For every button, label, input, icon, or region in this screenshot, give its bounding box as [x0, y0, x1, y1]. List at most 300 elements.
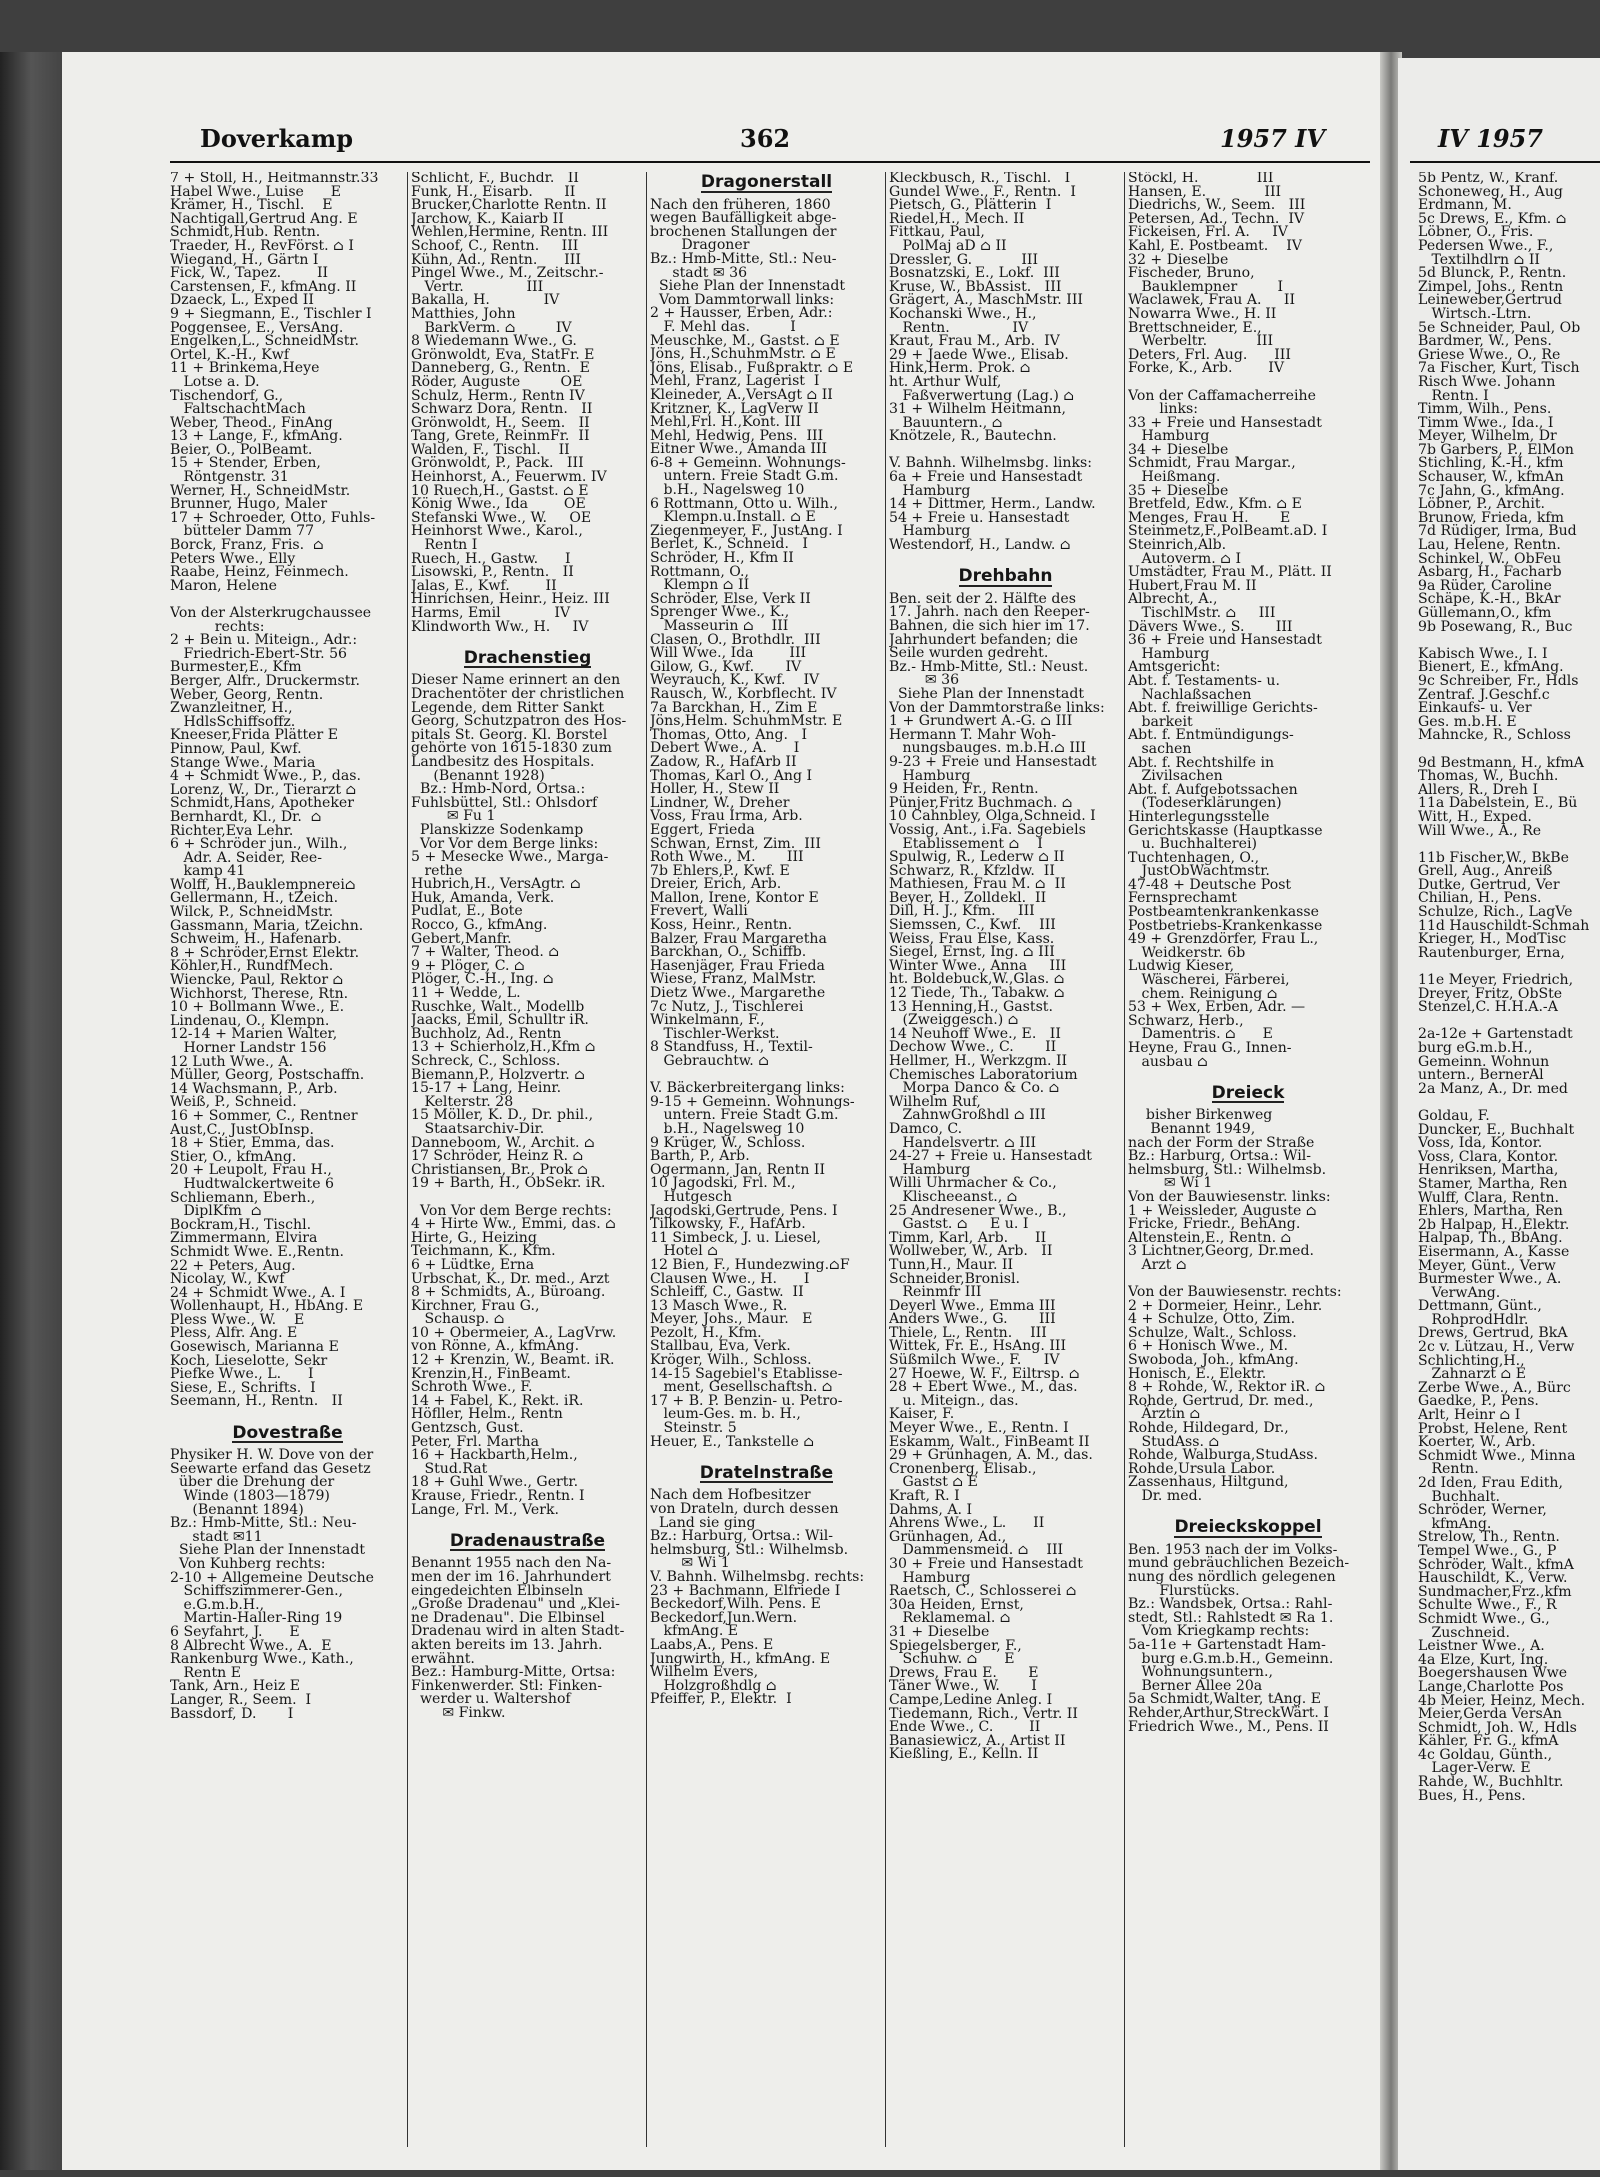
directory-line: Wulff, Clara, Rentn. [1418, 1189, 1560, 1206]
directory-line: bisher Birkenweg [1128, 1107, 1273, 1124]
directory-line: Probst, Helene, Rent [1418, 1420, 1568, 1437]
directory-line: Von der Bauwiesenstr. links: [1128, 1188, 1331, 1205]
directory-line: Jungwirth, H., kfmAng. E [650, 1650, 831, 1667]
directory-line: Gemeinn. Wohnun [1418, 1053, 1550, 1070]
directory-line: Dutke, Gertrud, Ver [1418, 876, 1560, 893]
directory-line: Kleckbusch, R., Tischl. I [889, 172, 1071, 186]
directory-column-6 [1418, 172, 1600, 2152]
directory-line: 12 Bien, F., Hundezwing.⌂F [650, 1256, 850, 1273]
directory-line: 2 + Dormeier, Heinr., Lehr. [1128, 1297, 1323, 1314]
directory-line: Berger, Alfr., Druckermstr. [170, 672, 361, 689]
directory-line: 4b Meier, Heinz, Mech. [1418, 1692, 1586, 1709]
directory-line: Röntgenstr. 31 [170, 469, 289, 486]
directory-line: Stefanski Wwe., W. OE [411, 509, 592, 526]
directory-line: Siehe Plan der Innenstadt [650, 278, 846, 295]
directory-line: 2-10 + Allgemeine Deutsche [170, 1569, 375, 1586]
directory-line: 17 + B. P. Benzin- u. Petro- [650, 1392, 843, 1409]
directory-line: Weidkerstr. 6b [1128, 944, 1246, 961]
directory-line: Meyer, Günt., Verw [1418, 1257, 1556, 1274]
directory-line: Kneeser,Frida Plätter E [170, 727, 339, 744]
directory-line: Bosnatzski, E., Lokf. III [889, 265, 1060, 282]
directory-line: Bz.- Hmb-Mitte, Stl.: Neust. [889, 658, 1089, 675]
directory-line: Kochanski Wwe., H., [889, 305, 1037, 322]
directory-line: Erdmann, M. [1418, 197, 1512, 214]
directory-line: untern. Freie Stadt G.m. [650, 1107, 839, 1124]
directory-line: Gilow, G., Kwf. IV [650, 658, 802, 675]
directory-line: Schulze, Rich., LagVe [1418, 904, 1573, 921]
directory-line: Gosewisch, Marianna E [170, 1339, 339, 1356]
street-name: Dreieckskoppel [1174, 1517, 1322, 1538]
directory-line: Siehe Plan der Innenstadt [170, 1542, 366, 1559]
directory-line: Mehl, Franz, Lagerist I [650, 373, 820, 390]
directory-line: Jalas, E., Kwf. II [411, 577, 557, 594]
directory-line: Nach dem Hofbesitzer [650, 1487, 811, 1504]
directory-line: Dammensmeid. ⌂ III [889, 1542, 1064, 1559]
directory-line: (Benannt 1894) [170, 1501, 304, 1518]
directory-line: Bz.: Hmb-Nord, Ortsa.: [411, 781, 586, 798]
directory-line: Stud.Rat [411, 1460, 488, 1477]
directory-line: 54 + Freie u. Hansestadt [889, 509, 1070, 526]
directory-line: 6a + Freie und Hansestadt [889, 469, 1083, 486]
directory-line: Jöns, Elisab., Fußpraktr. ⌂ E [650, 359, 854, 376]
directory-line: Witt, H., Exped. [1418, 808, 1532, 825]
directory-line: Bues, H., Pens. [1418, 1787, 1526, 1804]
directory-line: Krause, Friedr., Rentn. I [411, 1488, 585, 1504]
directory-line: Burmester Wwe., A. [1418, 1271, 1562, 1288]
directory-line: Berner Allee 20a [1128, 1677, 1263, 1694]
directory-line: Kelterstr. 28 [411, 1093, 514, 1110]
directory-line: PolMaj aD ⌂ II [889, 237, 1007, 254]
directory-line: 2 + Bein u. Miteign., Adr.: [170, 632, 358, 649]
directory-line: 7c Nutz, J., Tischlerei [650, 998, 804, 1015]
directory-line: Von Kuhberg rechts: [170, 1555, 326, 1572]
directory-line: Winkelmann, F., [650, 1012, 765, 1029]
directory-line: Leineweber,Gertrud [1418, 292, 1562, 309]
directory-line: Tischendorf, G., [170, 387, 284, 404]
directory-line: Ben. seit der 2. Hälfte des [889, 590, 1076, 607]
directory-line: Engelken,L., SchneidMstr. [170, 333, 360, 350]
directory-line: Täner Wwe., W. I [889, 1678, 1037, 1695]
directory-line: Wehlen,Hermine, Rentn. III [411, 224, 609, 241]
directory-line: burg e.G.m.b.H., Gemeinn. [1128, 1650, 1334, 1667]
directory-line: ausbau ⌂ [1128, 1053, 1208, 1070]
directory-line: Lange,Charlotte Pos [1418, 1678, 1564, 1695]
directory-line: pitals St. Georg. Kl. Borstel [411, 726, 608, 743]
directory-line: Wichhorst, Therese, Rtn. [170, 985, 349, 1002]
directory-line: 15 + Stender, Erben, [170, 455, 321, 472]
directory-line: 4 + Schulze, Otto, Zim. [1128, 1311, 1296, 1328]
directory-line: Willi Uhrmacher & Co., [889, 1175, 1057, 1192]
directory-line: Rocco, G., kfmAng. [411, 917, 548, 934]
directory-line: 33 + Freie und Hansestadt [1128, 414, 1322, 431]
directory-line: Menges, Frau H. E [1128, 509, 1291, 526]
blank-line [170, 1409, 405, 1423]
directory-line: Cronenberg, Elisab., [889, 1460, 1037, 1477]
directory-line: Winde (1803—1879) [170, 1488, 330, 1504]
directory-line: Fickeisen, Frl. A. IV [1128, 224, 1288, 241]
directory-line: Riedel,H., Mech. II [889, 210, 1025, 227]
directory-line: Meier,Gerda VersAn [1418, 1706, 1562, 1723]
directory-line: 29 + Jaede Wwe., Elisab. [889, 346, 1069, 363]
directory-line: StudAss. ⌂ [1128, 1433, 1220, 1450]
directory-line: Kruse, W., BbAssist. III [889, 278, 1062, 295]
directory-line: 36 + Freie und Hansestadt [1128, 632, 1322, 649]
directory-line: Grönwoldt, P., Pack. III [411, 455, 584, 472]
blank-line [411, 1517, 644, 1531]
directory-line: 12-14 + Marien Walter, [170, 1026, 338, 1043]
directory-line: Jöns, H.,SchuhmMstr. ⌂ E [650, 346, 836, 363]
directory-line: 4a Elze, Kurt, Ing. [1418, 1651, 1549, 1668]
directory-line: 18 + Stier, Emma, das. [170, 1135, 335, 1152]
directory-line: Schausp. ⌂ [411, 1311, 505, 1328]
directory-line: 31 + Wilhelm Heitmann, [889, 401, 1066, 418]
directory-line: 5a Schmidt,Walter, tAng. E [1128, 1691, 1322, 1708]
directory-line: Steinrich,Alb. [1128, 537, 1227, 554]
directory-line: über die Drehung der [170, 1474, 335, 1491]
page-title: Doverkamp [200, 124, 354, 153]
directory-line: Bakalla, H. IV [411, 292, 560, 309]
directory-line: Rankenburg Wwe., Kath., [170, 1651, 354, 1668]
directory-line: Seile wurden gedreht. [889, 645, 1049, 662]
directory-line: Finkenwerder. Stl: Finken- [411, 1677, 603, 1694]
directory-line: Wolff, H.,Bauklempnerei⌂ [170, 876, 356, 893]
blank-line [1128, 1504, 1368, 1518]
directory-line: Werbeltr. III [1128, 333, 1274, 350]
directory-line: Ogermann, Jan, Rentn II [650, 1161, 826, 1178]
directory-line: Tank, Arn., Heiz E [170, 1678, 301, 1695]
directory-line: Risch Wwe. Johann [1418, 373, 1556, 390]
directory-line: TischlMstr. ⌂ III [1128, 605, 1276, 621]
directory-line: 47-48 + Deutsche Post [1128, 876, 1292, 893]
directory-line: Spiegelsberger, F., [889, 1637, 1022, 1654]
directory-line: BarkVerm. ⌂ IV [411, 319, 572, 336]
directory-line: Gentzsch, Gust. [411, 1420, 524, 1437]
directory-line: Zimmermann, Elvira [170, 1230, 318, 1247]
directory-line: Roth Wwe., M. III [650, 849, 804, 866]
directory-line: Schinkel, W., ObFeu [1418, 550, 1562, 567]
directory-line: Knötzele, R., Bautechn. [889, 428, 1057, 445]
directory-line: 9-23 + Freie und Hansestadt [889, 753, 1097, 770]
directory-line: 9 + Siegmann, E., Tischler I [170, 305, 372, 322]
directory-line: 19 + Barth, H., ObSekr. iR. [411, 1175, 606, 1192]
directory-line: (Benannt 1928) [411, 767, 545, 784]
directory-line: Tempel Wwe., G., P [1418, 1542, 1557, 1559]
directory-line: Fuhlsbüttel, Stl.: Ohlsdorf [411, 794, 598, 811]
directory-line: Lager-Verw. E [1418, 1760, 1531, 1777]
directory-line: Hellmer, H., Werkzgm. II [889, 1053, 1068, 1069]
directory-line: nungsbauges. m.b.H.⌂ III [889, 740, 1087, 757]
directory-line: Planskizze Sodenkamp [411, 821, 584, 838]
directory-line: Beier, O., PolBeamt. [170, 441, 313, 458]
directory-line: 8 + Schröder,Ernst Elektr. [170, 944, 360, 961]
directory-line: Wollenhaupt, H., HbAng. E [170, 1298, 364, 1315]
directory-line: Lange, Frl. M., Verk. [411, 1501, 559, 1518]
directory-line: Ahrens Wwe., L. II [889, 1515, 1045, 1532]
directory-line: Dreyer, Fritz, ObSte [1418, 985, 1563, 1002]
directory-line: Honisch, E., Elektr. [1128, 1365, 1267, 1382]
directory-line: Griese Wwe., O., Re [1418, 346, 1561, 363]
directory-line: b.H., Nagelsweg 10 [650, 482, 805, 499]
directory-line: Vossig, Ant., i.Fa. Sagebiels [889, 821, 1086, 838]
directory-line: Hermann T. Mahr Woh- [889, 726, 1057, 743]
directory-line: Rohde,Ursula Labor. [1128, 1460, 1276, 1477]
directory-line: 24 + Schmidt Wwe., A. I [170, 1284, 346, 1301]
directory-line: Meyer Wwe., E., Rentn. I [889, 1420, 1069, 1437]
directory-line: Seemann, H., Rentn. II [170, 1393, 343, 1410]
directory-line: 9a Rüder, Caroline [1418, 577, 1552, 594]
directory-line: 49 + Grenzdörfer, Frau L., [1128, 931, 1319, 948]
directory-line: Leistner Wwe., A. [1418, 1638, 1545, 1655]
directory-line: ne Dradenau". Die Elbinsel [411, 1609, 605, 1626]
directory-line: Steinmetz,F.,PolBeamt.aD. I [1128, 523, 1328, 540]
directory-line: 17 + Schroeder, Otto, Fuhls- [170, 509, 376, 526]
directory-line: Schulz, Herm., Rentn IV [411, 387, 585, 404]
directory-line: 5a-11e + Gartenstadt Ham- [1128, 1636, 1326, 1653]
directory-line: Jöns,Helm. SchuhmMstr. E [650, 713, 843, 730]
directory-line: Vertr. III [411, 278, 544, 295]
directory-line: 6 + Lüdtke, Erna [411, 1256, 535, 1273]
directory-line: Hubrich,H., VersAgtr. ⌂ [411, 876, 581, 893]
directory-line: b.H., Nagelsweg 10 [650, 1120, 805, 1137]
directory-line: Bienert, E., kfmAng. [1418, 659, 1564, 676]
directory-line: Grünhagen, Ad., [889, 1528, 1007, 1545]
directory-line: Bz.: Hmb-Mitte, Stl.: Neu- [170, 1515, 357, 1532]
blank-line [1128, 1069, 1368, 1083]
directory-line: ✉ Finkw. [411, 1704, 506, 1721]
directory-line: Schröder, H., Kfm II [650, 550, 794, 567]
directory-line: Vom Dammtorwall links: [650, 291, 835, 308]
directory-line: Richter,Eva Lehr. [170, 822, 294, 839]
directory-line: 8 Albrecht Wwe., A. E [170, 1637, 332, 1654]
directory-line: 11 Simbeck, J. u. Liesel, [650, 1229, 822, 1246]
directory-line: Klempn.u.Install. ⌂ E [650, 509, 816, 526]
directory-line: Clasen, O., Brothdlr. III [650, 631, 821, 648]
directory-line: Balzer, Frau Margaretha [650, 930, 827, 947]
directory-line: JustObWachtmstr. [1128, 863, 1270, 880]
directory-line: Holler, H., Stew II [650, 781, 780, 798]
directory-line: 7b Ehlers,P., Kwf. E [650, 862, 790, 879]
directory-line: Barckhan, O., Schiffb. [650, 944, 807, 961]
directory-line: Zerbe Wwe., A., Bürc [1418, 1379, 1571, 1396]
directory-line: gehörte von 1615-1830 zum [411, 740, 612, 757]
directory-line: 11 + Wedde, L. [411, 985, 521, 1002]
directory-line: Traeder, H., RevFörst. ⌂ I [170, 237, 354, 254]
directory-line: helmsburg, Stl.: Wilhelmsb. [650, 1541, 849, 1558]
directory-line: Jagodski,Gertrude, Pens. I [650, 1202, 838, 1219]
directory-line: Schwarz, R., Kfzldw. II [889, 862, 1055, 879]
directory-line: Dieser Name erinnert an den [411, 672, 621, 689]
directory-line: Nach den früheren, 1860 [650, 196, 831, 213]
directory-line: 9 Krüger, W., Schloss. [650, 1134, 806, 1151]
directory-line: Mathiesen, Frau M. ⌂ II [889, 876, 1066, 893]
directory-line: Frevert, Walli [650, 903, 748, 920]
directory-line: 9c Schreiber, Fr., Hdls [1418, 672, 1579, 689]
directory-line: 8 Standfuss, H., Textil- [650, 1039, 813, 1056]
directory-line: 22 + Peters, Aug. [170, 1257, 296, 1274]
directory-line: Tiedemann, Rich., Vertr. II [889, 1705, 1078, 1722]
directory-line: Weyrauch, K., Kwf. IV [650, 672, 820, 689]
directory-line: Horner Landstr 156 [170, 1040, 327, 1056]
blank-line [650, 1449, 883, 1463]
directory-line: Rautenburger, Erna, [1418, 944, 1565, 961]
directory-line: Borck, Franz, Fris. ⌂ [170, 537, 324, 554]
directory-line: 12 + Krenzin, W., Beamt. iR. [411, 1352, 615, 1369]
directory-line: Eskamm, Walt., FinBeamt II [889, 1433, 1090, 1450]
directory-line: 30a Heiden, Ernst, [889, 1596, 1024, 1613]
directory-line: Danneberg, G., Rentn. E [411, 360, 590, 377]
directory-line: Fittkau, Paul, [889, 224, 985, 241]
directory-line: Rentn I [411, 537, 478, 554]
directory-line: Pinnow, Paul, Kwf. [170, 740, 302, 757]
directory-line: ✉ Wi 1 [650, 1555, 730, 1572]
directory-line: Damco, C. [889, 1120, 963, 1137]
directory-line: Hasenjäger, Frau Frieda [650, 957, 825, 974]
directory-line: Stöckl, H. III [1128, 172, 1274, 186]
directory-line: Benannt 1949, [1128, 1120, 1256, 1137]
directory-line: 8 + Rohde, W., Rektor iR. ⌂ [1128, 1379, 1326, 1396]
directory-line: 10 Ruech,H., Gastst. ⌂ E [411, 482, 589, 499]
directory-line: Forke, K., Arb. IV [1128, 360, 1285, 377]
directory-line: Bz.: Harburg, Ortsa.: Wil- [1128, 1148, 1312, 1165]
directory-line: Thomas, Karl O., Ang I [650, 767, 813, 784]
directory-line: Morpa Danco & Co. ⌂ [889, 1080, 1060, 1097]
directory-line: Kabisch Wwe., I. I [1418, 645, 1548, 662]
directory-line: Wilck, P., SchneidMstr. [170, 904, 334, 921]
directory-line: Jahrhundert befanden; die [889, 631, 1078, 648]
directory-line: Rahde, W., Buchhltr. [1418, 1774, 1564, 1791]
directory-line: Von der Bauwiesenstr. rechts: [1128, 1284, 1342, 1301]
directory-line: ZahnwGroßhdl ⌂ III [889, 1107, 1046, 1124]
directory-line: Heinhorst, A., Feuerwm. IV [411, 469, 607, 486]
directory-line: Poggensee, E., VersAng. [170, 319, 344, 336]
directory-line: Timm Wwe., Ida., I [1418, 414, 1554, 431]
directory-line: Weber, Theod., FinAng [170, 414, 333, 431]
directory-line: 8 Wiedemann Wwe., G. [411, 333, 577, 350]
directory-line: 10 Cahnbley, Olga,Schneid. I [889, 808, 1096, 825]
directory-line: Hink,Herm. Prok. ⌂ [889, 360, 1031, 377]
directory-line: 31 + Dieselbe [889, 1623, 990, 1640]
directory-line: Dreier, Erich, Arb. [650, 876, 782, 893]
directory-line: Petersen, Ad., Techn. IV [1128, 210, 1305, 227]
directory-line: FaltschachtMach [170, 401, 306, 418]
directory-line: 24-27 + Freie u. Hansestadt [889, 1148, 1092, 1165]
directory-line: Dragoner [650, 237, 750, 254]
directory-line: Dettmann, Günt., [1418, 1298, 1542, 1315]
directory-line: Physiker H. W. Dove von der [170, 1447, 374, 1464]
directory-line: Heyne, Frau G., Innen- [1128, 1040, 1292, 1056]
directory-line: Ziegenmeyer, F., JustAng. I [650, 522, 843, 539]
directory-line: Raabe, Heinz, Feinmech. [170, 564, 349, 581]
directory-line: Spulwig, R., Lederw ⌂ II [889, 849, 1065, 866]
directory-line: Funk, H., Eisarb. II [411, 183, 576, 200]
directory-line: Vor Vor dem Berge links: [411, 835, 599, 852]
directory-line: 11a Dabelstein, E., Bü [1418, 795, 1578, 812]
directory-line: Faßverwertung (Lag.) ⌂ [889, 387, 1075, 404]
directory-line: Tilkowsky, F., HafArb. [650, 1216, 806, 1233]
directory-line: DiplKfm ⌂ [170, 1203, 262, 1220]
directory-line: Kraft, R. I [889, 1488, 960, 1504]
directory-line: Bauuntern., ⌂ [889, 414, 1003, 431]
directory-line: 2 + Hausser, Erben, Adr.: [650, 305, 833, 322]
directory-line: Kröger, Wilh., Schloss. [650, 1352, 812, 1369]
directory-column-1 [170, 172, 405, 2152]
directory-line: Ärztin ⌂ [1128, 1406, 1201, 1423]
directory-line: Stichling, K.-H., kfm [1418, 455, 1564, 472]
directory-line: Heinhorst Wwe., Karol., [411, 523, 583, 540]
directory-line: Plöger, C.-H., Ing. ⌂ [411, 971, 554, 988]
directory-line: Dzaeck, L., Exped II [170, 292, 314, 309]
page-number: 362 [740, 124, 791, 153]
directory-line: 2c v. Lützau, H., Verw [1418, 1339, 1575, 1356]
directory-line: Koerter, W., Arb. [1418, 1434, 1536, 1451]
street-heading [1128, 1082, 1368, 1104]
directory-line: 6 + Honisch Wwe., M. [1128, 1338, 1289, 1355]
directory-line: Textilhdlrn ⌂ II [1418, 251, 1540, 268]
directory-line: Hudtwalckertweite 6 [170, 1175, 335, 1192]
directory-line: Land sie ging [650, 1514, 756, 1531]
directory-line: Von der Dammtorstraße links: [889, 699, 1105, 716]
directory-line: men der im 16. Jahrhundert [411, 1568, 611, 1585]
blank-line [411, 634, 644, 648]
directory-line: Tischler-Werkst. [650, 1025, 780, 1042]
directory-line: u. Buchhalterei) [1128, 836, 1257, 853]
directory-line: Grell, Aug., Anreiß [1418, 863, 1553, 880]
directory-line: Jarchow, K., Kaiarb II [411, 210, 564, 227]
directory-line: Bardmer, W., Pens. [1418, 333, 1552, 350]
directory-line: Nachtigall,Gertrud Ang. E [170, 210, 358, 227]
directory-line: 53 + Wex, Erben, Adr. — [1128, 999, 1306, 1016]
directory-line: RohprodHdlr. [1418, 1311, 1529, 1328]
directory-line: erwähnt. [411, 1650, 475, 1667]
directory-line: Schmidt Wwe. E.,Rentn. [170, 1243, 345, 1260]
directory-line: ment, Gesellschaftsh. ⌂ [650, 1379, 833, 1396]
directory-line: 11b Fischer,W., BkBe [1418, 849, 1569, 866]
directory-line: Kritzner, K., LagVerw II [650, 400, 819, 417]
directory-line: 13 Henning,H., Gastst. [889, 998, 1053, 1015]
directory-line: 7a Fischer, Kurt, Tisch [1418, 360, 1580, 377]
directory-line: leum-Ges. m. b. H., [650, 1406, 801, 1423]
directory-line: Schmidt Wwe., G., [1418, 1610, 1550, 1627]
directory-line: Bockram,H., Tischl. [170, 1216, 312, 1233]
directory-column-4 [889, 172, 1122, 2152]
directory-line: Biemann,P., Holzvertr. ⌂ [411, 1066, 585, 1083]
directory-line: Stenzel,C. H.H.A.-A [1418, 999, 1558, 1016]
directory-line: Walden, F., Tischl. II [411, 441, 570, 458]
directory-line: Hansen, E. III [1128, 183, 1282, 200]
directory-line: Martin-Haller-Ring 19 [170, 1610, 343, 1627]
directory-line: Dr. med. [1128, 1488, 1203, 1504]
directory-line: 35 + Dieselbe [1128, 482, 1229, 499]
directory-line: Westendorf, H., Landw. ⌂ [889, 537, 1071, 554]
directory-line: Thomas, W., Buchh. [1418, 768, 1559, 785]
directory-line: Schröder, Werner, [1418, 1502, 1547, 1519]
directory-line: Harms, Emil IV [411, 605, 571, 621]
directory-line: Siemssen, C., Kwf. III [889, 917, 1056, 934]
directory-line: Koss, Heinr., Rentn. [650, 917, 793, 934]
directory-line: Schwan, Ernst, Zim. III [650, 835, 821, 852]
directory-line: Postbeamtenkrankenkasse [1128, 904, 1319, 921]
directory-line: sachen [1128, 740, 1192, 757]
directory-line: 10 Jagodski, Frl. M., [650, 1175, 796, 1192]
directory-line: Pfeiffer, P., Elektr. I [650, 1691, 792, 1708]
directory-line: Zadow, R., HafArb II [650, 753, 797, 770]
directory-line: Von der Alsterkrugchaussee [170, 605, 372, 621]
directory-line: Bez.: Hamburg-Mitte, Ortsa: [411, 1664, 616, 1681]
directory-line: Schoneweg, H., Aug [1418, 183, 1563, 200]
directory-line: Fischeder, Bruno, [1128, 265, 1255, 282]
directory-line: Dradenau wird in alten Stadt- [411, 1623, 625, 1640]
directory-line: Kaiser, F. [889, 1406, 955, 1423]
